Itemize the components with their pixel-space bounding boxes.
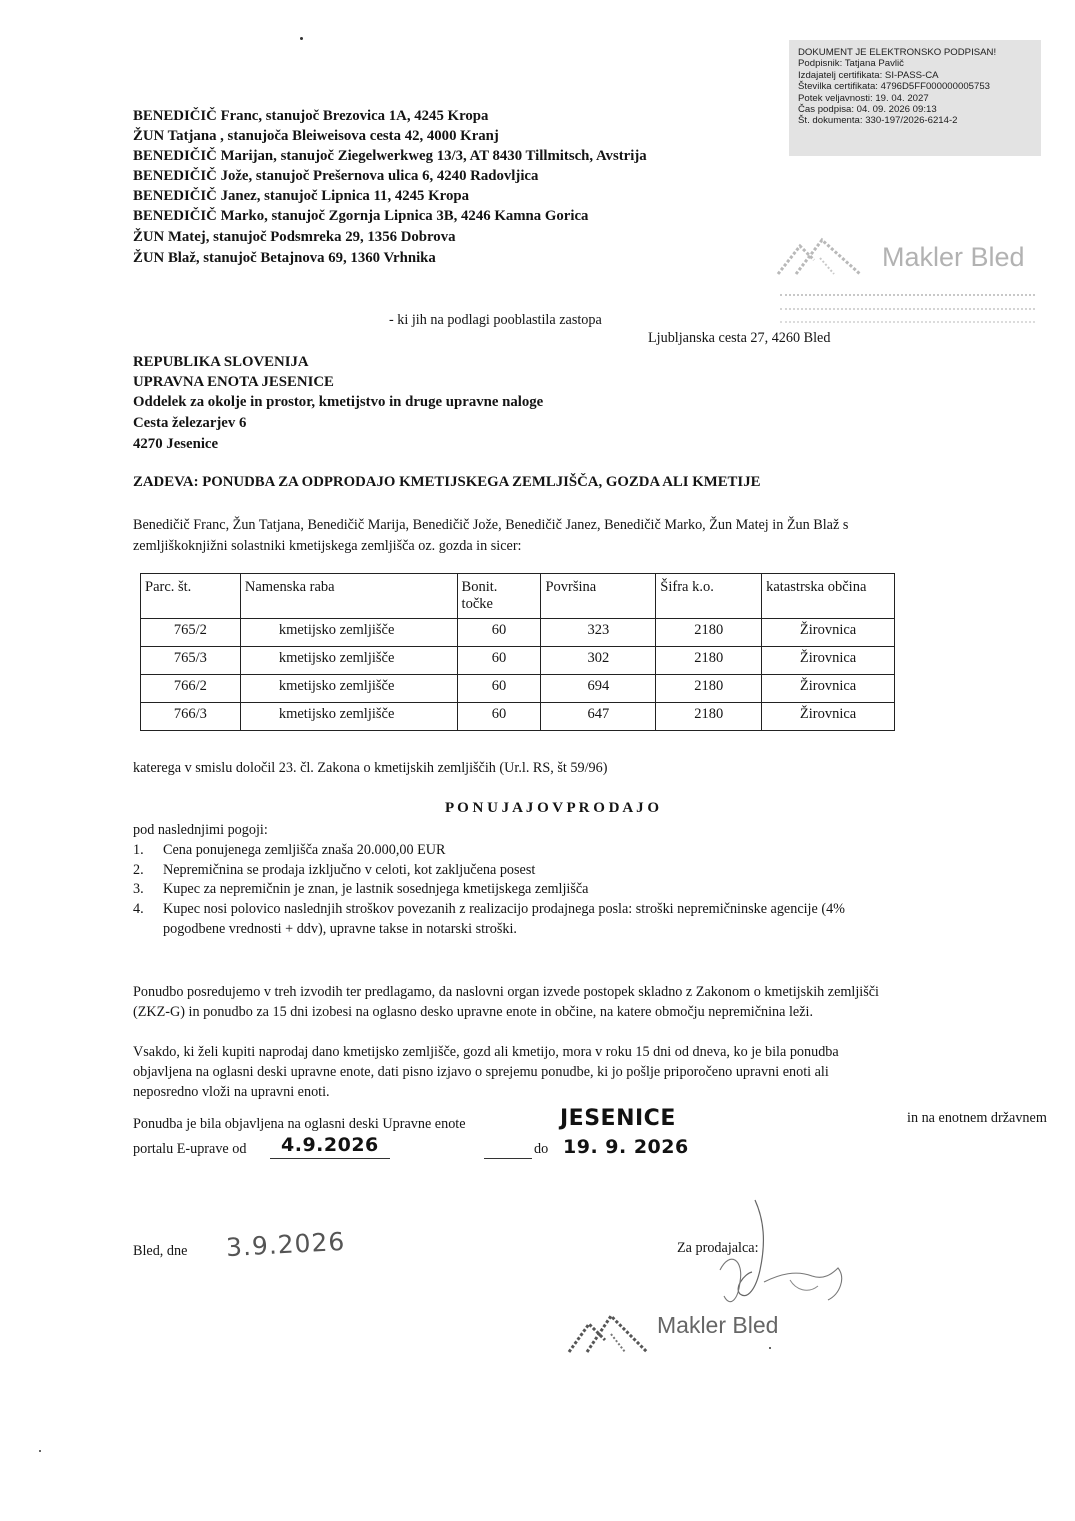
agent-address: Ljubljanska cesta 27, 4260 Bled [648, 330, 831, 346]
paragraph-line: objavljena na oglasni deski upravne enote, dati pisno izjavo o sprejemu ponudbe, ki jo pošlje priporočeno upravni enoti ali [133, 1064, 829, 1080]
agency-logo-top [770, 228, 1040, 338]
owner-line: ŽUN Tatjana , stanujoča Bleiweisova cesta 42, 4000 Kranj [133, 128, 499, 144]
recipient-line: REPUBLIKA SLOVENIJA [133, 354, 309, 370]
condition-number: 2. [133, 862, 144, 878]
cell-cadastral-municipality: Žirovnica [762, 619, 895, 647]
cell-rating: 60 [457, 703, 541, 731]
scan-speck [39, 1450, 41, 1452]
seller-label: Za prodajalca: [677, 1240, 759, 1256]
table-header-row [141, 574, 895, 619]
cell-area: 647 [541, 703, 656, 731]
condition-number: 4. [133, 901, 144, 917]
condition-text: Kupec za nepremičnin je znan, je lastnik sosednjega kmetijskega zemljišča [163, 881, 589, 897]
handwritten-date-from: 4.9.2026 [281, 1134, 379, 1156]
publication-portal-prefix: portalu E-uprave od [133, 1141, 247, 1157]
logo-faint-line [780, 321, 1035, 324]
recipient-line: Cesta železarjev 6 [133, 415, 247, 431]
paragraph-line: Vsakdo, ki želi kupiti naprodaj dano kmetijsko zemljišče, gozd ali kmetijo, mora v roku 15 dni od dneva, ko je bila ponudba [133, 1044, 839, 1060]
agency-logo-text: Makler Bled [882, 242, 1025, 272]
offer-heading: P O N U J A J O V P R O D A J O [445, 800, 660, 816]
column-header-cadastral-municipality: katastrska občina [762, 574, 895, 619]
condition-number: 3. [133, 881, 144, 897]
e-signature-stamp [789, 40, 1041, 156]
cell-cadastral-code: 2180 [656, 675, 762, 703]
scan-speck [300, 37, 303, 40]
cell-purpose: kmetijsko zemljišče [240, 619, 457, 647]
condition-item [133, 901, 845, 918]
scan-speck [769, 1347, 771, 1349]
table-row [141, 675, 895, 703]
stamp-line: Izdajatelj certifikata: SI-PASS-CA [798, 69, 939, 81]
handwritten-date-to: 19. 9. 2026 [563, 1136, 689, 1158]
column-header-area: Površina [541, 574, 656, 619]
cell-cadastral-code: 2180 [656, 647, 762, 675]
cell-parcel: 765/3 [141, 647, 241, 675]
conditions-intro: pod naslednjimi pogoji: [133, 822, 268, 838]
owner-line: BENEDIČIČ Franc, stanujoč Brezovica 1A, 4245 Kropa [133, 108, 489, 124]
date-to-underline [484, 1158, 532, 1159]
stamp-line: Številka certifikata: 4796D5FF000000005753 [798, 81, 990, 93]
cell-parcel: 766/3 [141, 703, 241, 731]
condition-text: Nepremičnina se prodaja izključno v celoti, kot zaključena posest [163, 862, 536, 878]
cell-parcel: 765/2 [141, 619, 241, 647]
recipient-line: 4270 Jesenice [133, 436, 219, 452]
stamp-line: Potek veljavnosti: 19. 04. 2027 [798, 92, 929, 104]
paragraph-line: Ponudbo posredujemo v treh izvodih ter predlagamo, da naslovni organ izvede postopek skladno z Zakonom o kmetijskih zemljišči [133, 984, 880, 1000]
cell-area: 694 [541, 675, 656, 703]
condition-text-continued: pogodbene vrednosti + ddv), upravne takse in notarski stroški. [163, 921, 517, 937]
paragraph-line: (ZKZ-G) in ponudbo za 15 dni izobesi na oglasno desko upravne enote in občine, na katere območju nepremičnina leži. [133, 1004, 813, 1020]
condition-text: Kupec nosi polovico naslednjih stroškov povezanih z realizacijo prodajnega posla: stroški nepremičninske agencije (4% [163, 901, 845, 917]
owner-line: ŽUN Matej, stanujoč Podsmreka 29, 1356 Dobrova [133, 229, 456, 245]
cell-cadastral-code: 2180 [656, 619, 762, 647]
condition-item [133, 881, 588, 898]
cell-rating: 60 [457, 619, 541, 647]
legal-basis: katerega v smislu določil 23. čl. Zakona o kmetijskih zemljiščih (Ur.l. RS, št 59/96) [133, 760, 608, 776]
condition-number: 1. [133, 842, 144, 858]
condition-item [133, 862, 535, 879]
cell-purpose: kmetijsko zemljišče [240, 703, 457, 731]
intro-line: Benedičič Franc, Žun Tatjana, Benedičič Marija, Benedičič Jože, Benedičič Janez, Benedičič Marko, Žun Matej in Žun Blaž s [133, 517, 849, 533]
table-row [141, 619, 895, 647]
agency-logo-text: Makler Bled [657, 1312, 779, 1338]
cell-cadastral-municipality: Žirovnica [762, 703, 895, 731]
recipient-line: Oddelek za okolje in prostor, kmetijstvo in druge upravne naloge [133, 394, 544, 410]
cell-rating: 60 [457, 647, 541, 675]
subject-line: ZADEVA: PONUDBA ZA ODPRODAJO KMETIJSKEGA ZEMLJIŠČA, GOZDA ALI KMETIJE [133, 474, 761, 490]
stamp-line: Št. dokumenta: 330-197/2026-6214-2 [798, 115, 958, 127]
mountain-logo-icon [770, 230, 870, 280]
table-row [141, 703, 895, 731]
place-date-label: Bled, dne [133, 1243, 188, 1259]
owner-line: BENEDIČIČ Janez, stanujoč Lipnica 11, 4245 Kropa [133, 188, 469, 204]
logo-faint-line [780, 294, 1035, 297]
stamp-line: Podpisnik: Tatjana Pavlič [798, 58, 904, 70]
cell-purpose: kmetijsko zemljišče [240, 675, 457, 703]
owner-line: BENEDIČIČ Jože, stanujoč Prešernova ulica 6, 4240 Radovljica [133, 168, 539, 184]
mountain-logo-icon [565, 1302, 655, 1358]
paragraph-line: neposredno vloži na upravni enoti. [133, 1084, 330, 1100]
publication-line-suffix: in na enotnem državnem [907, 1110, 1047, 1126]
cell-area: 302 [541, 647, 656, 675]
column-header-parcel: Parc. št. [141, 574, 241, 619]
cell-rating: 60 [457, 675, 541, 703]
owner-line: BENEDIČIČ Marijan, stanujoč Ziegelwerkweg 13/3, AT 8430 Tillmitsch, Avstrija [133, 148, 647, 164]
cell-cadastral-municipality: Žirovnica [762, 647, 895, 675]
agency-logo-bottom [565, 1298, 825, 1368]
publication-line-prefix: Ponudba je bila objavljena na oglasni deski Upravne enote [133, 1116, 466, 1132]
recipient-line: UPRAVNA ENOTA JESENICE [133, 374, 334, 390]
cell-cadastral-municipality: Žirovnica [762, 675, 895, 703]
publication-to-label: do [534, 1141, 549, 1157]
condition-text: Cena ponujenega zemljišča znaša 20.000,00 EUR [163, 842, 446, 858]
condition-item [133, 842, 445, 859]
stamp-line: DOKUMENT JE ELEKTRONSKO PODPISAN! [798, 47, 997, 58]
cell-parcel: 766/2 [141, 675, 241, 703]
agent-represented-line: - ki jih na podlagi pooblastila zastopa [389, 312, 602, 328]
stamp-line: Čas podpisa: 04. 09. 2026 09:13 [798, 104, 937, 116]
column-header-rating: Bonit. točke [457, 574, 541, 619]
date-from-line [270, 1158, 390, 1159]
owner-line: ŽUN Blaž, stanujoč Betajnova 69, 1360 Vrhnika [133, 250, 436, 266]
handwritten-office: JESENICE [560, 1106, 676, 1131]
table-row [141, 647, 895, 675]
owner-line: BENEDIČIČ Marko, stanujoč Zgornja Lipnica 3B, 4246 Kamna Gorica [133, 208, 589, 224]
cell-purpose: kmetijsko zemljišče [240, 647, 457, 675]
cell-cadastral-code: 2180 [656, 703, 762, 731]
parcels-table [140, 573, 895, 731]
cell-area: 323 [541, 619, 656, 647]
logo-faint-line [780, 308, 1035, 311]
column-header-cadastral-code: Šifra k.o. [656, 574, 762, 619]
column-header-purpose: Namenska raba [240, 574, 457, 619]
handwritten-signing-date: 3.9.2026 [225, 1226, 347, 1263]
intro-line: zemljiškoknjižni solastniki kmetijskega zemljišča oz. gozda in sicer: [133, 538, 522, 554]
